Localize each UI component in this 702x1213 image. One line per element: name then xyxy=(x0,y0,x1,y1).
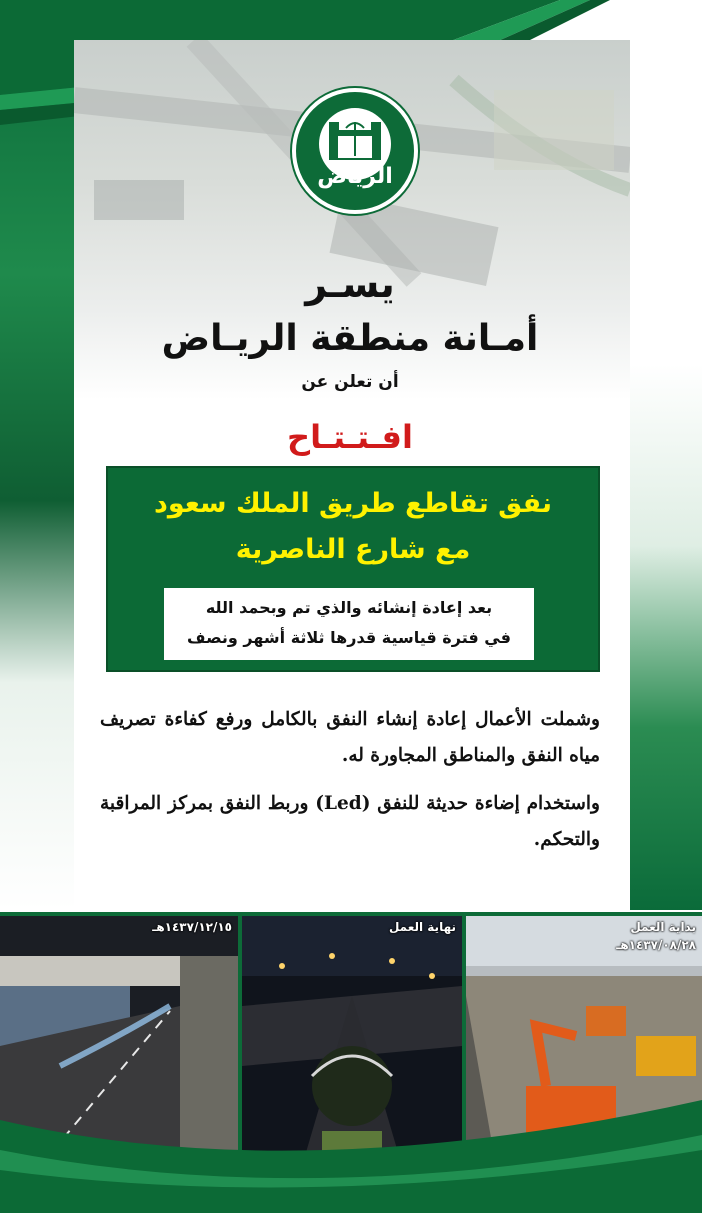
project-title-box xyxy=(106,466,600,672)
right-green-border xyxy=(630,0,702,910)
project-title-line2: مع شارع الناصرية xyxy=(235,534,471,565)
project-note-box xyxy=(164,588,534,660)
right-photo-caption-title: بداية العمل xyxy=(630,920,696,934)
body-paragraph-1: وشملت الأعمال إعادة إنشاء النفق بالكامل ورفع كفاءة تصريف مياه النفق والمناطق المجاورة له. xyxy=(100,709,600,766)
project-note-line1: بعد إعادة إنشائه والذي تم وبحمد الله xyxy=(205,598,493,617)
project-title-line1: نفق تقاطع طريق الملك سعود xyxy=(153,488,553,519)
riyadh-municipality-logo xyxy=(292,88,418,214)
right-photo-caption-date: ١٤٣٧/٠٨/٢٨هـ xyxy=(616,938,696,952)
project-note-line2: في فترة قياسية قدرها ثلاثة أشهر ونصف xyxy=(187,628,511,647)
heading-opening: افـتـتـاح xyxy=(287,418,413,456)
heading-municipality: أمـانة منطقة الريـاض xyxy=(161,318,539,359)
left-green-border xyxy=(0,0,74,910)
logo-text: الرياض xyxy=(317,164,393,189)
body-paragraph-2: واستخدام إضاءة حديثة للنفق (Led) وربط النفق بمركز المراقبة والتحكم. xyxy=(100,793,600,850)
middle-photo-caption: نهاية العمل xyxy=(388,920,456,934)
heading-yasur: يسـر xyxy=(305,262,395,306)
left-photo-caption: ١٤٣٧/١٢/١٥هـ xyxy=(152,920,232,934)
heading-announces: أن تعلن عن xyxy=(301,372,399,392)
footer-wave xyxy=(0,1080,702,1213)
